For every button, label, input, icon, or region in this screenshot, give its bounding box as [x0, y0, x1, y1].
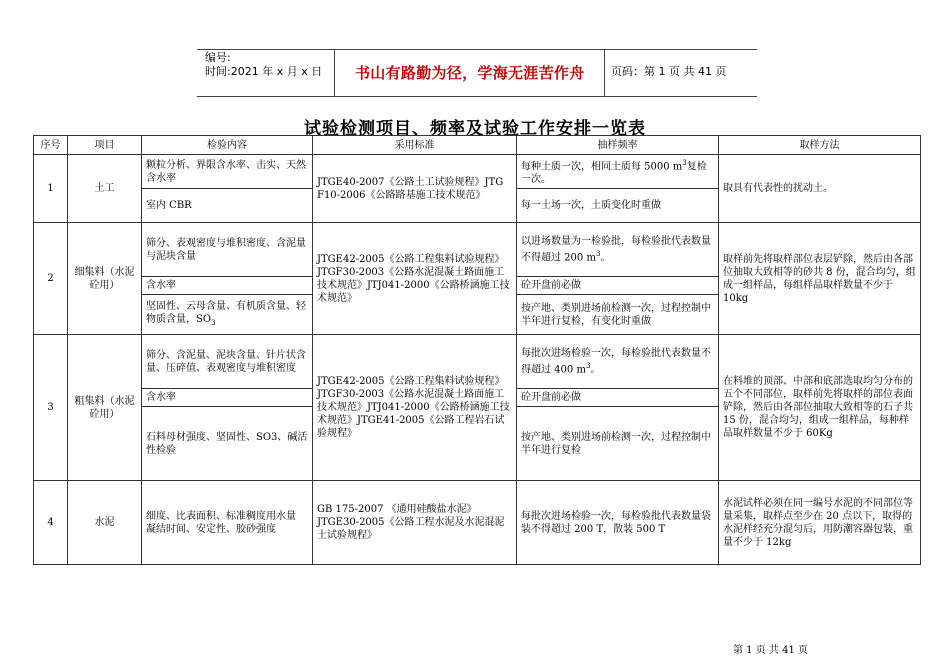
document-time-label: 时间:2021 年 x 月 x 日	[205, 65, 323, 78]
row-standard: JTGE40-2007《公路土工试验规程》JTG F10-2006《公路路基施工技术规范》	[313, 155, 517, 223]
frequency-text: 以进场数量为一检验批，每检验批代表数量不得超过 200 m	[521, 236, 711, 264]
frequency-superscript: 3	[585, 362, 591, 371]
row-number: 1	[34, 155, 68, 223]
header-cell-frequency: 抽样频率	[517, 136, 719, 155]
row-item: 粗集料（水泥砼用）	[68, 335, 142, 481]
content-subscript: 3	[211, 318, 216, 327]
table-row	[34, 481, 921, 565]
frequency-tail: 。	[590, 364, 601, 376]
frequency-tail: 复检一次。	[521, 161, 707, 186]
row-content	[142, 295, 313, 335]
row-method: 取样前先将取样部位表层铲除，然后由各部位抽取大致相等的砂共 8 份，混合均匀，组成一组样品，每组样品取样数量不少于 10kg	[719, 223, 921, 335]
row-content: 含水率	[142, 277, 313, 295]
row-standard: JTGE42-2005《公路工程集料试验规程》JTGF30-2003《公路水泥混凝土路面施工技术规范》JTJ041-2000《公路桥涵施工技术规范》JTGE41-2005《公路工程岩石试验规程》	[313, 335, 517, 481]
frequency-text: 每种土质一次，相同土质每 5000 m	[521, 161, 683, 173]
content-line: 凝结时间、安定性、胶砂强度	[146, 523, 276, 535]
row-standard: JTGE42-2005《公路工程集料试验规程》JTGF30-2003《公路水泥混凝土路面施工技术规范》JTJ041-2000《公路桥涵施工技术规范》	[313, 223, 517, 335]
row-number: 4	[34, 481, 68, 565]
row-content: 含水率	[142, 389, 313, 407]
row-content	[142, 481, 313, 565]
row-frequency: 每一土场一次，土质变化时重做	[517, 189, 719, 223]
row-method: 在料堆的顶部、中部和底部选取均匀分布的五个不同部位，取样前先将取样的部位表面铲除，然后由各部位抽取大致相等的石子共 15 份，混合均匀，组成一组样品，每种样品取样数量不少于 60Kg	[719, 335, 921, 481]
header-cell-item: 项目	[68, 136, 142, 155]
row-frequency	[517, 335, 719, 389]
row-frequency	[517, 223, 719, 277]
frequency-superscript: 3	[595, 250, 601, 259]
row-item: 水泥	[68, 481, 142, 565]
row-content: 室内 CBR	[142, 189, 313, 223]
row-standard: GB 175-2007 《通用硅酸盐水泥》JTGE30-2005《公路工程水泥及水泥混泥土试验规程》	[313, 481, 517, 565]
document-number-label: 编号:	[205, 51, 231, 64]
row-content: 筛分、表观密度与堆积密度、含泥量与泥块含量	[142, 223, 313, 277]
row-content: 石料母材强度、坚固性、SO3、碱活性检验	[142, 407, 313, 481]
page-title: 试验检测项目、频率及试验工作安排一览表	[304, 119, 646, 139]
header-motto: 书山有路勤为径，学海无涯苦作舟	[355, 64, 585, 82]
row-frequency: 每批次进场检验一次，每检验批代表数量袋装不得超过 200 T，散装 500 T	[517, 481, 719, 565]
row-item: 土工	[68, 155, 142, 223]
page-info: 页码：第 1 页 共 41 页	[611, 65, 727, 78]
frequency-text: 每批次进场检验一次，每检验批代表数量不得超过 400 m	[521, 348, 711, 376]
table-row	[34, 223, 921, 277]
content-line: 细度、比表面积、标准稠度用水量	[146, 510, 296, 522]
header-separator-right	[604, 49, 605, 96]
row-item: 细集料（水泥砼用）	[68, 223, 142, 335]
header-cell-standard: 采用标准	[313, 136, 517, 155]
row-number: 3	[34, 335, 68, 481]
frequency-tail: 。	[600, 252, 611, 264]
row-frequency: 砼开盘前必做	[517, 277, 719, 295]
row-frequency: 砼开盘前必做	[517, 389, 719, 407]
table-row	[34, 155, 921, 189]
table-row	[34, 335, 921, 389]
row-frequency: 按产地、类别进场前检测一次，过程控制中半年进行复检	[517, 407, 719, 481]
header-cell-method: 取样方法	[719, 136, 921, 155]
row-content: 筛分、含泥量、泥块含量、针片状含量、压碎值、表观密度与堆积密度	[142, 335, 313, 389]
table-header-row	[34, 136, 921, 155]
row-method: 取具有代表性的扰动土。	[719, 155, 921, 223]
content-text: 坚固性、云母含量、有机质含量、轻物质含量，SO	[146, 300, 306, 325]
row-number: 2	[34, 223, 68, 335]
inspection-table	[33, 135, 921, 565]
header-separator-left	[334, 49, 335, 96]
row-content: 颗粒分析、界限含水率、击实、天然含水率	[142, 155, 313, 189]
page-footer: 第 1 页 共 41 页	[733, 645, 808, 656]
row-frequency: 按产地、类别进场前检测一次，过程控制中半年进行复检，有变化时重做	[517, 295, 719, 335]
row-frequency	[517, 155, 719, 189]
frequency-superscript: 3	[682, 159, 687, 167]
header-cell-content: 检验内容	[142, 136, 313, 155]
row-method: 水泥试样必须在同一编号水泥的不同部位等量采集，取样点至少在 20 点以下，取得的水泥样经充分混匀后，用防潮容器包装，重量不少于 12kg	[719, 481, 921, 565]
header-bottom-rule	[197, 96, 757, 97]
header-top-rule	[197, 49, 757, 50]
header-cell-no: 序号	[34, 136, 68, 155]
